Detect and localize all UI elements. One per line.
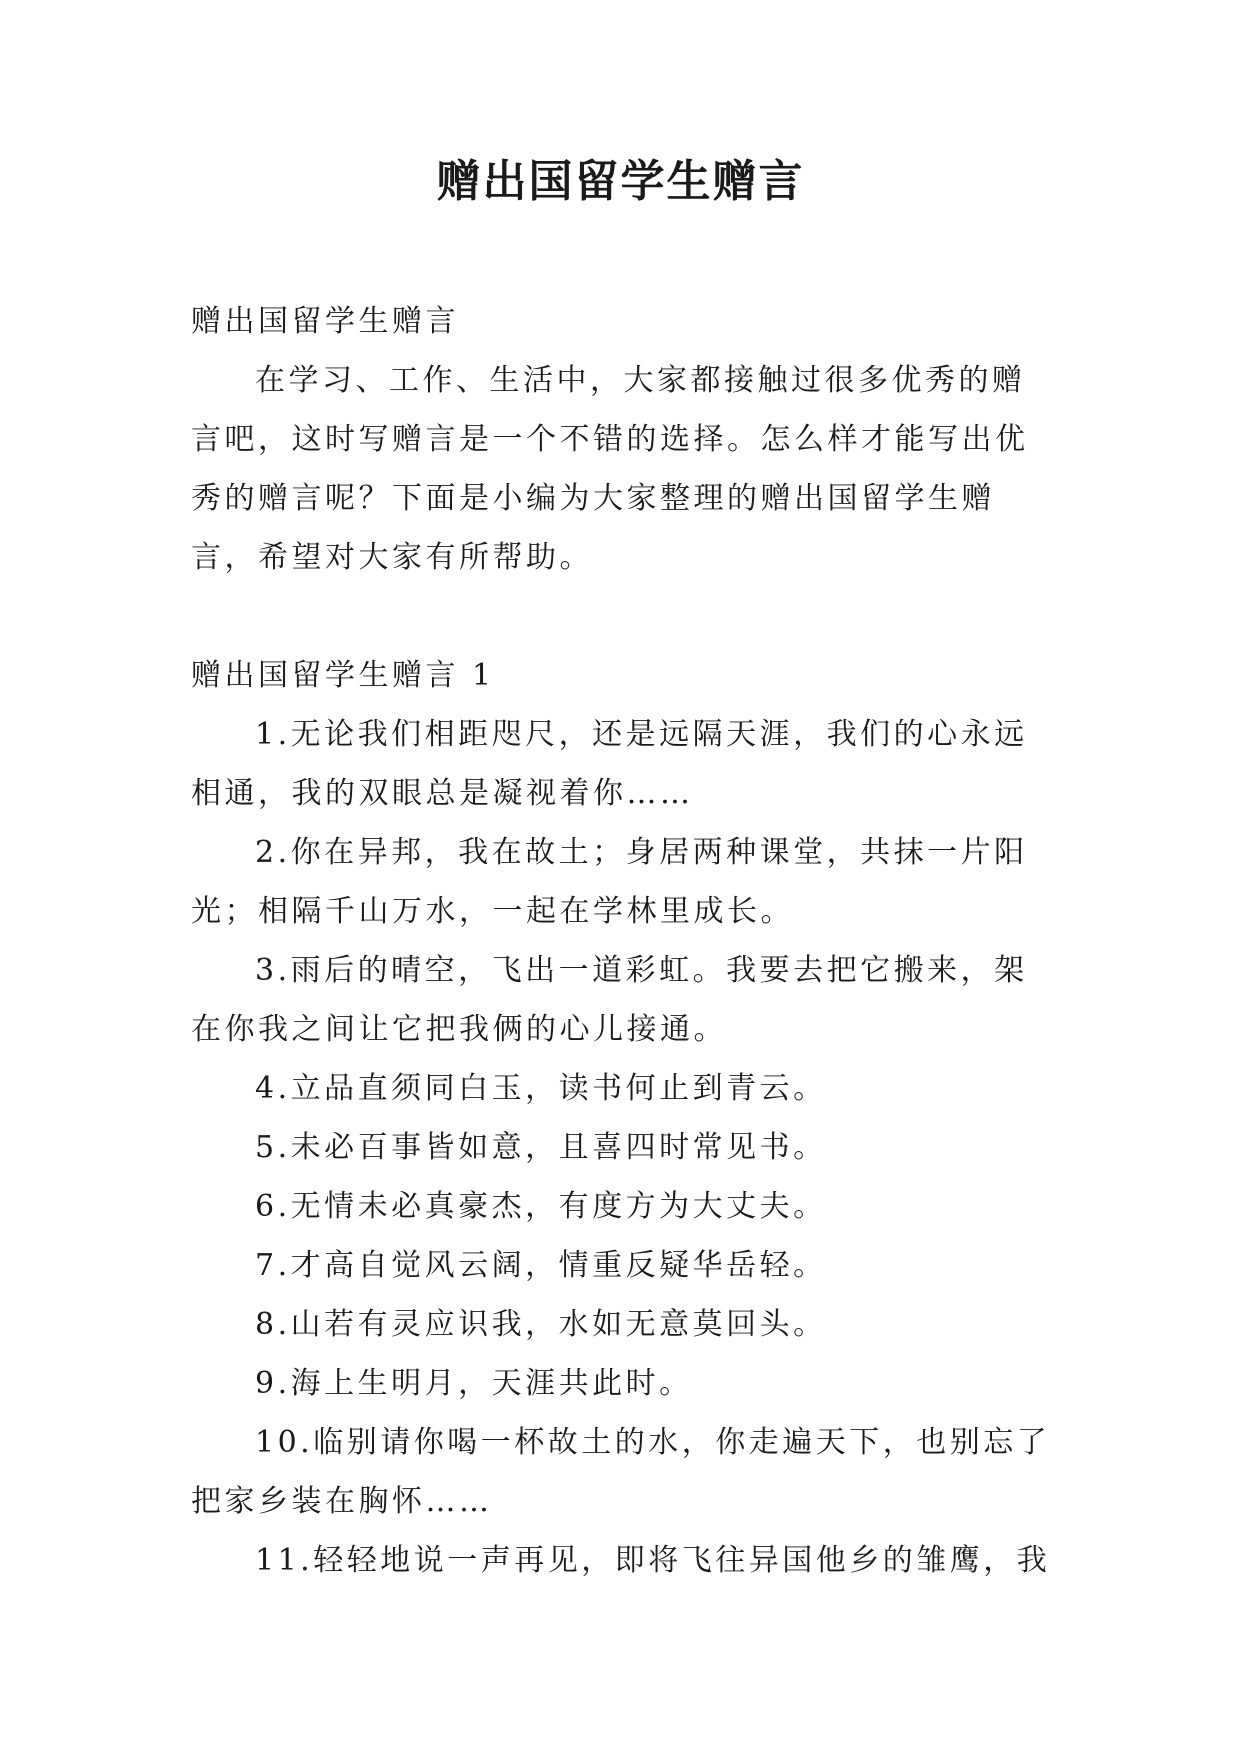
list-item: 1.无论我们相距咫尺，还是远隔天涯，我们的心永远相通，我的双眼总是凝视着你…… [191, 717, 1028, 811]
list-item: 6.无情未必真豪杰，有度方为大丈夫。 [255, 1189, 827, 1224]
subtitle-line: 赠出国留学生赠言 [191, 304, 459, 339]
section-heading: 赠出国留学生赠言 1 [191, 658, 495, 693]
document-title: 赠出国留学生赠言 [436, 156, 805, 207]
list-item: 3.雨后的晴空，飞出一道彩虹。我要去把它搬来，架在你我之间让它把我俩的心儿接通。 [191, 953, 1028, 1047]
list-item: 4.立品直须同白玉，读书何止到青云。 [255, 1071, 827, 1106]
list-item: 8.山若有灵应识我，水如无意莫回头。 [255, 1307, 827, 1342]
list-item: 7.才高自觉风云阔，情重反疑华岳轻。 [255, 1248, 827, 1283]
intro-paragraph: 在学习、工作、生活中，大家都接触过很多优秀的赠言吧，这时写赠言是一个不错的选择。怎么样才能写出优秀的赠言呢？下面是小编为大家整理的赠出国留学生赠言，希望对大家有所帮助。 [191, 363, 1029, 575]
list-item: 9.海上生明月，天涯共此时。 [255, 1366, 693, 1401]
list-item: 2.你在异邦，我在故土；身居两种课堂，共抹一片阳光；相隔千山万水，一起在学林里成长。 [191, 835, 1028, 929]
list-item: 11.轻轻地说一声再见，即将飞往异国他乡的雏鹰，我 [255, 1543, 1051, 1578]
list-item: 5.未必百事皆如意，且喜四时常见书。 [255, 1130, 827, 1165]
document-body [191, 292, 1051, 1590]
list-item: 10.临别请你喝一杯故土的水，你走遍天下，也别忘了把家乡装在胸怀…… [191, 1425, 1051, 1519]
